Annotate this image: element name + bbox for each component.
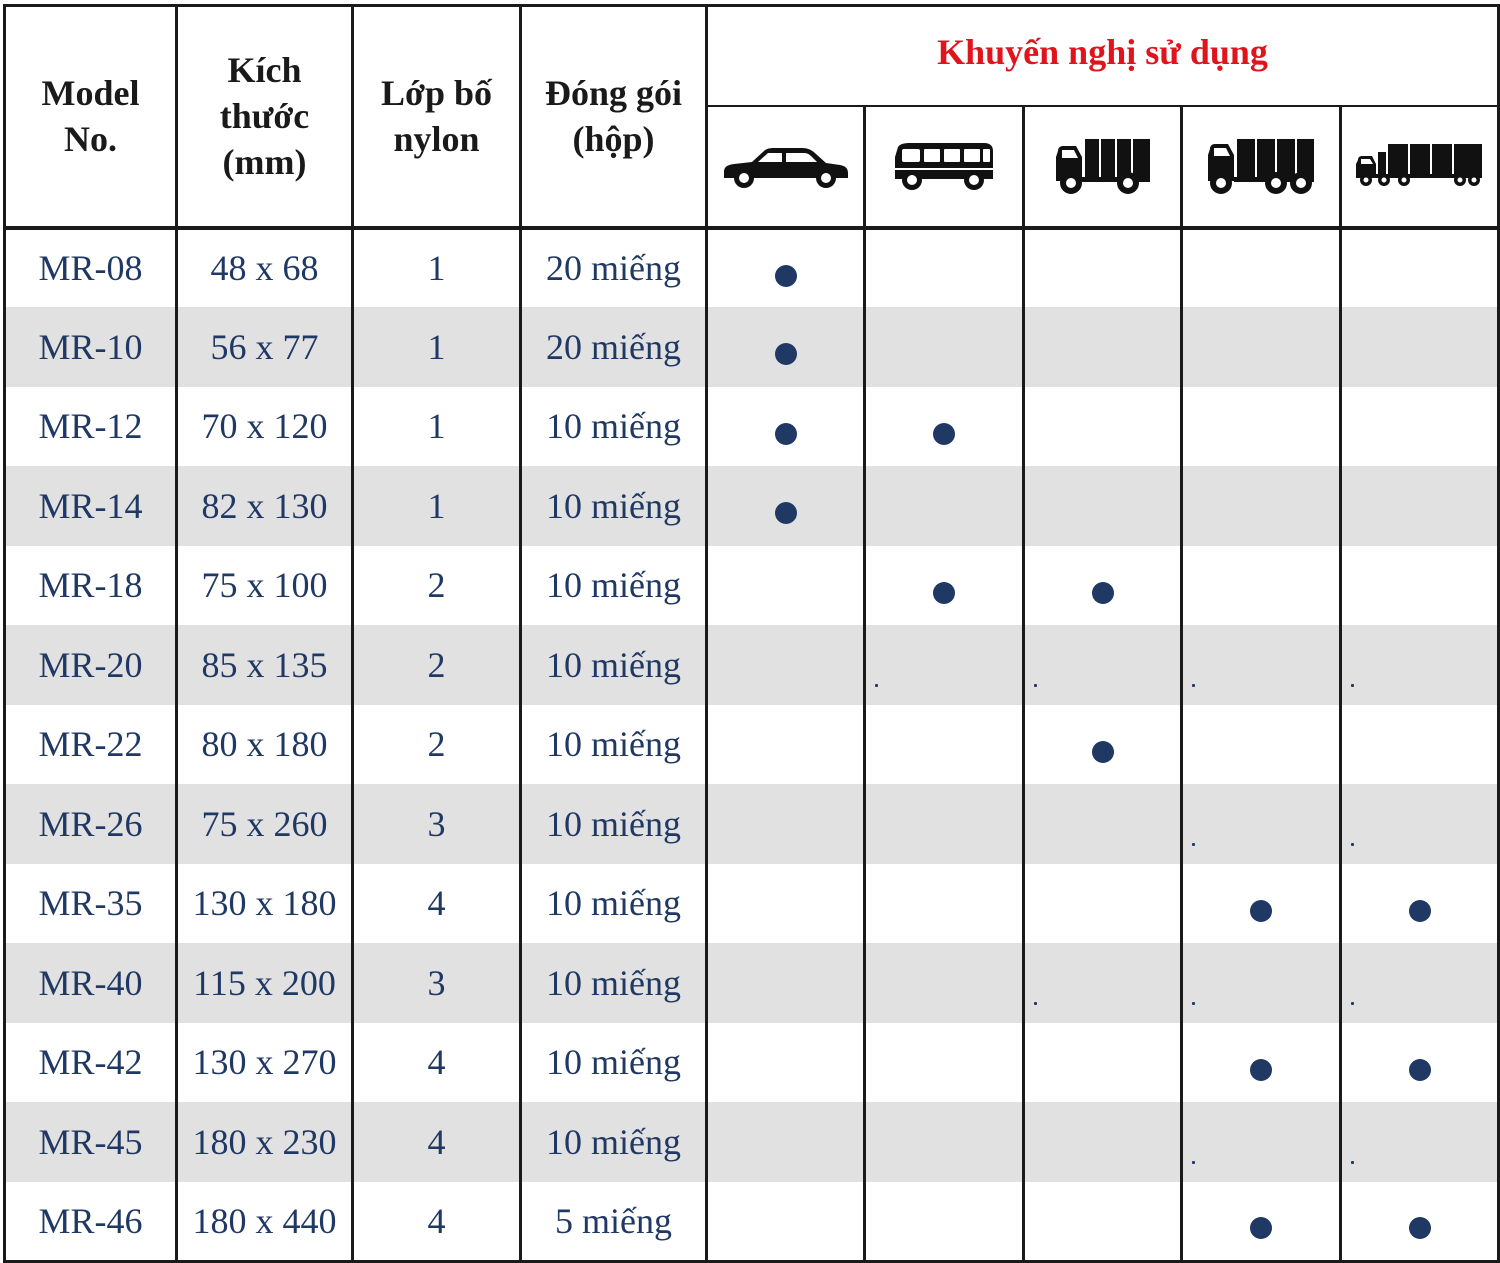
small-mark	[1351, 684, 1354, 687]
header-packing-line1: Đóng gói	[544, 73, 683, 114]
usage-cell-trailer-truck	[1341, 546, 1499, 626]
recommended-use-title: Khuyến nghị sử dụng	[707, 6, 1499, 106]
usage-cell-trailer-truck	[1341, 1102, 1499, 1182]
usage-cell-light-truck	[1024, 546, 1182, 626]
small-mark	[1034, 684, 1037, 687]
recommended-dot	[1250, 1217, 1272, 1239]
usage-cell-minibus	[865, 307, 1024, 387]
usage-cell-trailer-truck	[1341, 466, 1499, 546]
header-packing	[521, 6, 707, 228]
layers-cell: 1	[353, 307, 521, 387]
header-size-line3: (mm)	[222, 142, 307, 183]
vehicle-car-header	[707, 106, 865, 228]
small-mark	[1351, 1161, 1354, 1164]
layers-cell: 4	[353, 864, 521, 944]
size-cell: 180 x 440	[177, 1182, 353, 1262]
recommended-dot	[775, 265, 797, 287]
usage-cell-minibus	[865, 1182, 1024, 1262]
recommended-dot	[1409, 1217, 1431, 1239]
size-cell: 56 x 77	[177, 307, 353, 387]
usage-cell-heavy-truck	[1182, 466, 1341, 546]
usage-cell-trailer-truck	[1341, 784, 1499, 864]
usage-cell-minibus	[865, 1023, 1024, 1103]
usage-cell-car	[707, 1023, 865, 1103]
usage-cell-minibus	[865, 705, 1024, 785]
packing-cell: 10 miếng	[521, 546, 707, 626]
spec-table	[3, 4, 1500, 1263]
header-size	[177, 6, 353, 228]
usage-cell-minibus	[865, 546, 1024, 626]
usage-cell-light-truck	[1024, 1182, 1182, 1262]
model-cell: MR-18	[5, 546, 177, 626]
usage-cell-car	[707, 307, 865, 387]
packing-cell: 5 miếng	[521, 1182, 707, 1262]
packing-cell: 10 miếng	[521, 943, 707, 1023]
usage-cell-car	[707, 228, 865, 308]
usage-cell-light-truck	[1024, 864, 1182, 944]
model-cell: MR-26	[5, 784, 177, 864]
size-cell: 82 x 130	[177, 466, 353, 546]
usage-cell-car	[707, 466, 865, 546]
model-cell: MR-10	[5, 307, 177, 387]
light-truck-icon	[1054, 137, 1152, 195]
usage-cell-light-truck	[1024, 625, 1182, 705]
usage-cell-car	[707, 387, 865, 467]
usage-cell-trailer-truck	[1341, 625, 1499, 705]
model-cell: MR-42	[5, 1023, 177, 1103]
vehicle-trailer-truck-header	[1341, 106, 1499, 228]
layers-cell: 2	[353, 546, 521, 626]
usage-cell-heavy-truck	[1182, 784, 1341, 864]
recommended-dot	[1250, 900, 1272, 922]
usage-cell-heavy-truck	[1182, 228, 1341, 308]
packing-cell: 20 miếng	[521, 228, 707, 308]
table-body	[5, 228, 1499, 1262]
header-layers-line1: Lớp bố	[381, 73, 492, 114]
model-cell: MR-22	[5, 705, 177, 785]
recommended-dot	[1409, 900, 1431, 922]
trailer-truck-icon	[1356, 142, 1484, 190]
usage-cell-heavy-truck	[1182, 864, 1341, 944]
usage-cell-trailer-truck	[1341, 387, 1499, 467]
table-row	[5, 307, 1499, 387]
usage-cell-minibus	[865, 466, 1024, 546]
size-cell: 180 x 230	[177, 1102, 353, 1182]
usage-cell-light-truck	[1024, 943, 1182, 1023]
recommended-dot	[775, 343, 797, 365]
header-packing-line2: (hộp)	[572, 119, 655, 160]
table-row	[5, 387, 1499, 467]
model-cell: MR-14	[5, 466, 177, 546]
size-cell: 130 x 270	[177, 1023, 353, 1103]
size-cell: 75 x 100	[177, 546, 353, 626]
recommended-dot	[775, 423, 797, 445]
table-row	[5, 784, 1499, 864]
usage-cell-car	[707, 1102, 865, 1182]
usage-cell-heavy-truck	[1182, 1023, 1341, 1103]
usage-cell-light-truck	[1024, 784, 1182, 864]
usage-cell-car	[707, 625, 865, 705]
usage-cell-minibus	[865, 1102, 1024, 1182]
usage-cell-car	[707, 705, 865, 785]
recommended-dot	[1409, 1059, 1431, 1081]
model-cell: MR-45	[5, 1102, 177, 1182]
usage-cell-trailer-truck	[1341, 228, 1499, 308]
model-cell: MR-12	[5, 387, 177, 467]
small-mark	[1034, 1002, 1037, 1005]
header-layers	[353, 6, 521, 228]
table-row	[5, 228, 1499, 308]
usage-cell-heavy-truck	[1182, 1182, 1341, 1262]
size-cell: 85 x 135	[177, 625, 353, 705]
size-cell: 75 x 260	[177, 784, 353, 864]
recommended-dot	[775, 502, 797, 524]
small-mark	[1192, 684, 1195, 687]
header-size-line1: Kích	[227, 50, 302, 91]
usage-cell-trailer-truck	[1341, 1023, 1499, 1103]
table-row	[5, 546, 1499, 626]
layers-cell: 2	[353, 705, 521, 785]
usage-cell-heavy-truck	[1182, 625, 1341, 705]
model-cell: MR-40	[5, 943, 177, 1023]
size-cell: 70 x 120	[177, 387, 353, 467]
usage-cell-heavy-truck	[1182, 705, 1341, 785]
header-layers-line2: nylon	[393, 119, 480, 160]
vehicle-light-truck-header	[1024, 106, 1182, 228]
header-size-line2: thước	[219, 96, 310, 137]
usage-cell-car	[707, 1182, 865, 1262]
usage-cell-minibus	[865, 943, 1024, 1023]
usage-cell-car	[707, 546, 865, 626]
table-row	[5, 1182, 1499, 1262]
packing-cell: 10 miếng	[521, 864, 707, 944]
usage-cell-trailer-truck	[1341, 1182, 1499, 1262]
layers-cell: 4	[353, 1023, 521, 1103]
usage-cell-light-truck	[1024, 228, 1182, 308]
usage-cell-car	[707, 943, 865, 1023]
table-row	[5, 625, 1499, 705]
recommended-dot	[933, 423, 955, 445]
packing-cell: 20 miếng	[521, 307, 707, 387]
usage-cell-trailer-truck	[1341, 705, 1499, 785]
small-mark	[1351, 1002, 1354, 1005]
small-mark	[875, 684, 878, 687]
table-row	[5, 1023, 1499, 1103]
small-mark	[1192, 1161, 1195, 1164]
table-row	[5, 864, 1499, 944]
usage-cell-heavy-truck	[1182, 546, 1341, 626]
layers-cell: 2	[353, 625, 521, 705]
usage-cell-light-truck	[1024, 1102, 1182, 1182]
header-model	[5, 6, 177, 228]
usage-cell-minibus	[865, 784, 1024, 864]
recommended-dot	[1092, 741, 1114, 763]
recommended-dot	[933, 582, 955, 604]
small-mark	[1192, 843, 1195, 846]
usage-cell-heavy-truck	[1182, 1102, 1341, 1182]
usage-cell-minibus	[865, 864, 1024, 944]
usage-cell-minibus	[865, 625, 1024, 705]
usage-cell-light-truck	[1024, 466, 1182, 546]
small-mark	[1351, 843, 1354, 846]
usage-cell-light-truck	[1024, 387, 1182, 467]
packing-cell: 10 miếng	[521, 466, 707, 546]
layers-cell: 1	[353, 228, 521, 308]
model-cell: MR-08	[5, 228, 177, 308]
table-row	[5, 466, 1499, 546]
vehicle-minibus-header	[865, 106, 1024, 228]
packing-cell: 10 miếng	[521, 1102, 707, 1182]
recommended-dot	[1092, 582, 1114, 604]
usage-cell-car	[707, 864, 865, 944]
header-model-line1: Model	[41, 73, 140, 114]
layers-cell: 1	[353, 387, 521, 467]
packing-cell: 10 miếng	[521, 387, 707, 467]
usage-cell-minibus	[865, 387, 1024, 467]
car-icon	[722, 143, 850, 189]
usage-cell-heavy-truck	[1182, 387, 1341, 467]
table-row	[5, 1102, 1499, 1182]
usage-cell-heavy-truck	[1182, 307, 1341, 387]
packing-cell: 10 miếng	[521, 784, 707, 864]
packing-cell: 10 miếng	[521, 625, 707, 705]
layers-cell: 4	[353, 1182, 521, 1262]
model-cell: MR-35	[5, 864, 177, 944]
size-cell: 80 x 180	[177, 705, 353, 785]
usage-cell-minibus	[865, 228, 1024, 308]
usage-cell-trailer-truck	[1341, 864, 1499, 944]
model-cell: MR-46	[5, 1182, 177, 1262]
layers-cell: 3	[353, 943, 521, 1023]
usage-cell-trailer-truck	[1341, 307, 1499, 387]
vehicle-heavy-truck-header	[1182, 106, 1341, 228]
usage-cell-light-truck	[1024, 1023, 1182, 1103]
layers-cell: 4	[353, 1102, 521, 1182]
table-row	[5, 943, 1499, 1023]
layers-cell: 1	[353, 466, 521, 546]
minibus-icon	[892, 141, 996, 191]
usage-cell-car	[707, 784, 865, 864]
header-model-line2: No.	[64, 119, 117, 160]
model-cell: MR-20	[5, 625, 177, 705]
small-mark	[1192, 1002, 1195, 1005]
packing-cell: 10 miếng	[521, 705, 707, 785]
packing-cell: 10 miếng	[521, 1023, 707, 1103]
usage-cell-heavy-truck	[1182, 943, 1341, 1023]
usage-cell-light-truck	[1024, 705, 1182, 785]
table-row	[5, 705, 1499, 785]
recommended-dot	[1250, 1059, 1272, 1081]
table-header	[5, 6, 1499, 228]
heavy-truck-icon	[1206, 137, 1316, 195]
size-cell: 48 x 68	[177, 228, 353, 308]
size-cell: 130 x 180	[177, 864, 353, 944]
usage-cell-light-truck	[1024, 307, 1182, 387]
size-cell: 115 x 200	[177, 943, 353, 1023]
layers-cell: 3	[353, 784, 521, 864]
usage-cell-trailer-truck	[1341, 943, 1499, 1023]
